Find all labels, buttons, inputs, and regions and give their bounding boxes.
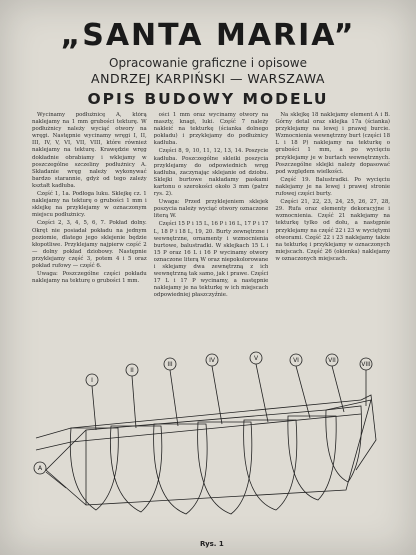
label-II: II — [130, 367, 134, 374]
paragraph: Części 8, 9, 10, 11, 12, 13, 14. Poszycie kadłuba. Poszczególne skleiki poszycia przyklejamy do odpowiednich wręg kadłuba, zaczynając sklejanie od dziobu. Sklejki burtowe nakładamy paskami kartonu o szerokości około 3 mm (patrz rys. 2). — [153, 148, 269, 198]
label-VII: VII — [328, 357, 336, 364]
hull-frame-drawing — [26, 340, 390, 540]
paragraph: Części 21, 22, 23, 24, 25, 26, 27, 28, 29. Rufa oraz elementy dekoracyjne i wzmocnienia. Część 21 naklejamy na tekturkę tylko od dołu, a następnie przyklejamy na część 22 i 23 w wyciętymi otworami. Część 22 i 23 naklejamy także na tekturkę i przyklejamy w oznaczonych miejscach. Część 26 (okienka) naklejamy w oznaczonych miejscach. — [275, 199, 391, 262]
frame-shape — [288, 416, 336, 500]
text-column-1 — [32, 112, 147, 342]
label-I: I — [91, 377, 93, 384]
paragraph: Uwaga: Przed przyklejeniem sklejek poszycia należy wyciąć otwory oznaczone literą W. — [153, 199, 269, 220]
paragraph: Uwaga: Poszczególne części pokładu naklejamy na tekturę o grubości 1 mm. — [32, 271, 147, 285]
label-VIII: VIII — [361, 361, 371, 368]
paragraph: Na sklejkę 18 naklejamy element A i B. Górny detal oraz sklejka 17a (ścianka) przyklejamy na lewej i prawej burcie. Wzmocnienia wewnętrzny burt (części 18 L i 18 P) naklejamy na tekturkę o grubości 1 mm, a po wycięciu przyklejamy je w burtach wewnętrznych. Poszczególne sklejki należy dopasować pod względem wielkości. — [275, 112, 391, 175]
text-column-2 — [154, 112, 269, 342]
paragraph: Wycinamy podłużnicę A, którą naklejamy na 1 mm grubości tekturę. W podłużnicy należy wyciąć otwory na wręgi. Następnie wycinamy wręgi I, II, III, IV, V, VI, VII, VIII, które również naklejamy na tekturę. Krawędzie wręg dokładnie obrabiamy i wklejamy w poszczególne szczeliny podłużnicy A. Składanie wręg należy wykonywać bardzo starannie, gdyż od tego zależy kształt kadłuba. — [32, 112, 147, 189]
paragraph: Części 15 P i 15 L, 16 P i 16 L, 17 P i 17 L, 18 P i 18 L, 19, 20. Burty zewnętrzne i wewnętrzne, ornamenty i wzmocnienia burtowe, balustradki. W sklejkach 15 L i 15 P oraz 16 L i 16 P wycinamy otwory oznaczone literą W oraz niepokolorowane i sklejamy dwa zewnętrzną z ich wewnętrzną tak samo, jak i prawe. Części 17 L i 17 P wycinamy, a następnie naklejamy je na tekturkę w ich miejscach odpowiedniej płaszczyźnie. — [153, 221, 269, 299]
label-IV: IV — [209, 357, 215, 364]
label-VI: VI — [293, 357, 299, 364]
document-subtitle: Opracowanie graficzne i opisowe — [109, 56, 307, 70]
text-column-3 — [275, 112, 390, 342]
paragraph: Część 1, 1a. Podłoga luku. Sklejkę cz. 1 naklejamy na tekturę o grubości 1 mm i sklejkę na przyklejamy w oznaczonym miejscu podłużnicy. — [32, 191, 147, 219]
section-heading: OPIS BUDOWY MODELU — [87, 90, 329, 108]
label-V: V — [253, 355, 259, 362]
figure-caption: Rys. 1 — [200, 540, 224, 548]
paragraph: Część 19. Balustradki. Po wycięciu naklejamy je na lewej i prawej stronie rufowej części burty. — [275, 176, 391, 198]
document-author: ANDRZEJ KARPIŃSKI — WARSZAWA — [91, 71, 325, 86]
document-title: „SANTA MARIA” — [60, 18, 356, 53]
frame-shape — [326, 406, 362, 482]
label-III: III — [167, 361, 173, 368]
paragraph: ości 1 mm oraz wycinamy otwory na maszty, knagi, luki. Część 7 należy nakleić na tekturkę (ścianka dolnego pokładu) i przyklejamy do podłużnicy kadłuba. — [153, 112, 269, 147]
text-columns — [32, 112, 390, 342]
label-A: A — [37, 465, 43, 472]
paragraph: Części 2, 3, 4, 5, 6, 7. Pokład dolny. Okręt nie posiadał pokładu na jednym poziomie, dlatego jego sklejenie będzie kłopotliwe. Przyklejamy najpierw część 2 — dolny pokład dziobowy. Następnie przyklejamy część 3, potem 4 i 5 oraz pokład rufowy — część 6. — [32, 220, 147, 269]
frame-label-markers — [34, 352, 372, 474]
